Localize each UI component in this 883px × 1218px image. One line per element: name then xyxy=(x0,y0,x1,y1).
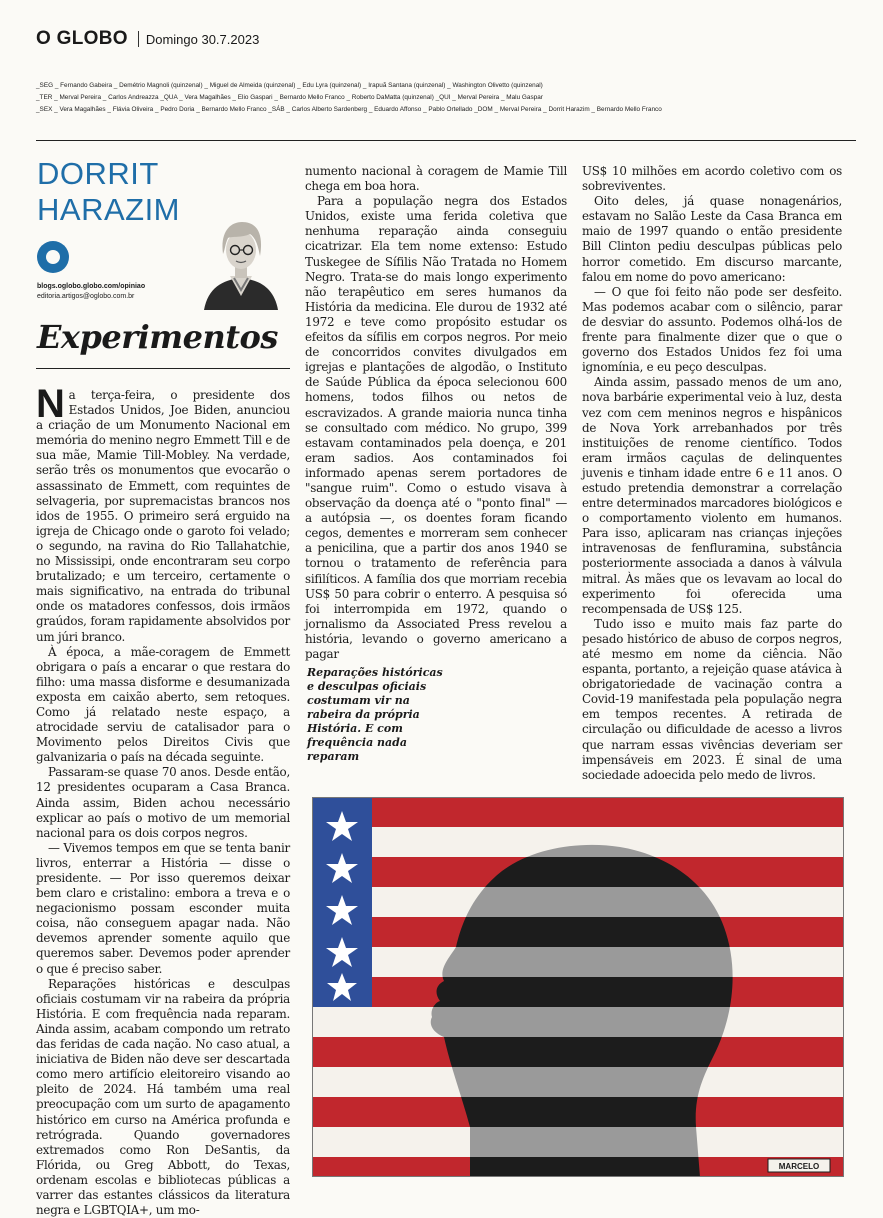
newspaper-logo: O GLOBO xyxy=(36,28,128,49)
headline-rule xyxy=(36,368,290,369)
author-first-name: DORRIT xyxy=(37,156,159,191)
globo-o-icon xyxy=(37,241,69,273)
paragraph: Para a população negra dos Estados Unidos, existe uma ferida coletiva que nenhuma reparação ainda conseguiu cicatrizar. Ela tem nome extenso: Estudo Tuskegee de Sífilis Não Tratada no Homem Negro. Trata-se do mais longo experimento não terapêutico em seres humanos da História da medicina. Ele durou de 1932 até 1972 e teve como propósito estudar os efeitos da sífilis em corpos negros. Por meio de concorridos convites divulgados em igrejas e plantações de algodão, o Instituto de Saúde Pública da época selecionou 600 homens, todos filhos ou netos de escravizados. A grande maioria nunca tinha se consultado com médico. No grupo, 399 estavam contaminados pela doença, e 201 eram sadios. Aos contaminados foi informado apenas serem portadores de "sangue ruim". Como o estudo visava à observação da doença até o "ponto final" — a autópsia —, os doentes foram ficando cegos, dementes e morreram sem conhecer a penicilina, que a partir dos anos 1940 se tornou o tratamento de referência para sifilíticos. A família dos que morriam recebia US$ 50 para cobrir o enterro. A pesquisa só foi interrompida em 1972, quando o jornalismo da Associated Press revelou a história, levando o governo americano a pagar xyxy=(305,194,567,661)
paragraph: À época, a mãe-coragem de Emmett obrigara o país a encarar o que restara do filho: uma massa disforme e desumanizada exposta em caixão aberto, sem retoques. Como já relatado neste espaço, a atrocidade serviu de catalisador para o Movimento pelos Direitos Civis que galvanizaria o país na década seguinte. xyxy=(36,644,290,765)
masthead xyxy=(36,28,259,50)
columnists-row: _SEG _ Fernando Gabeira _ Demétrio Magnoli (quinzenal) _ Miguel de Almeida (quinzenal) _ Edu Lyra (quinzenal) _ Irapuã Santana (quinzenal) _ Washington Olivetto (quinzenal) xyxy=(36,82,543,89)
paragraph-text: a terça-feira, o presidente dos Estados Unidos, Joe Biden, anunciou a criação de um Monumento Nacional em memória do menino negro Emmett Till e de sua mãe, Mamie Till-Mobley. Na verdade, serão três os monumentos que evocarão o assassinato de Emmett, com requintes de selvageria, por supremacistas brancos nos idos de 1955. O primeiro será erguido na igreja de Chicago onde o garoto foi velado; o segundo, na ravina do Rio Tallahatchie, no Mississipi, onde encontraram seu corpo brutalizado; e um terceiro, certamente o mais significativo, na entrada do tribunal onde os matadores confessos, dois irmãos graúdos, foram rapidamente absolvidos por um júri branco. xyxy=(36,388,290,644)
columnists-schedule xyxy=(36,80,856,116)
author-portrait xyxy=(196,216,286,310)
top-rule xyxy=(36,140,856,141)
pull-quote: Reparações históricas e desculpas oficiais costumam vir na rabeira da própria História. E com frequência nada reparam xyxy=(307,666,443,763)
paragraph: Ainda assim, passado menos de um ano, nova barbárie experimental veio à luz, desta vez com cem meninos negros e hispânicos de Nova York arrebanhados por três instituições de renome científico. Todos eram irmãos caçulas de delinquentes juvenis e tinham idade entre 6 e 11 anos. O estudo pretendia demonstrar a correlação entre determinados marcadores biológicos e o comportamento violento em humanos. Para isso, aplicaram nas crianças injeções intravenosas de fenfluramina, substância posteriormente associada a danos à válvula mitral. Às mães que os levavam ao local do experimento foi oferecida uma recompensada de US$ 125. xyxy=(582,375,842,616)
article-column-1 xyxy=(36,382,290,1218)
paragraph xyxy=(36,382,290,645)
article-headline: Experimentos xyxy=(37,318,278,356)
paragraph: US$ 10 milhões em acordo coletivo com os sobreviventes. xyxy=(582,164,842,194)
article-column-3 xyxy=(582,164,842,783)
paragraph: Tudo isso e muito mais faz parte do pesado histórico de abuso de corpos negros, até mesmo em nome da ciência. Não espanta, portanto, a rejeição quase atávica à obrigatoriedade de vacinação contra a Covid-19 manifestada pela população negra em tempos recentes. A retirada de circulação ou dificuldade de acesso a livros que narram essas vivências deveriam ser impensáveis em 2023. É sinal de uma sociedade adoecida pelo medo de livros. xyxy=(582,616,842,782)
paragraph: numento nacional à coragem de Mamie Till chega em boa hora. xyxy=(305,164,567,194)
paragraph: Passaram-se quase 70 anos. Desde então, 12 presidentes ocuparam a Casa Branca. Ainda assim, Biden achou necessário explicar ao país o motivo de um memorial nacional para os dois corpos negros. xyxy=(36,765,290,840)
article-column-2 xyxy=(305,164,567,662)
author-email[interactable]: editoria.artigos@oglobo.com.br xyxy=(37,293,135,300)
paragraph: — Vivemos tempos em que se tenta banir livros, enterrar a História — disse o presidente. — Por isso queremos deixar bem claro e cristalino: embora a treva e o negacionismo possam esconder muita coisa, não conseguem apagar nada. Não devemos aprender somente aquilo que queremos saber. Devemos poder aprender o que é preciso saber. xyxy=(36,840,290,976)
paragraph: Oito deles, já quase nonagenários, estavam no Salão Leste da Casa Branca em maio de 1997 quando o então presidente Bill Clinton pediu desculpas públicas pelo horror cometido. Em discurso marcante, falou em nome do povo americano: xyxy=(582,194,842,284)
drop-cap: N xyxy=(36,382,65,426)
author-name xyxy=(37,156,180,228)
columnists-row: _TER _ Merval Pereira _ Carlos Andreazza _QUA _ Vera Magalhães _ Elio Gaspari _ Bernardo Mello Franco _ Roberto DaMatta (quinzenal) _QUI _ Merval Pereira _ Malu Gaspar xyxy=(36,94,543,101)
flag-profile-illustration xyxy=(312,797,844,1177)
columnists-row: _SEX _ Vera Magalhães _ Flávia Oliveira _ Pedro Doria _ Bernardo Mello Franco _SÁB _ Carlos Alberto Sardenberg _ Eduardo Affonso _ Pablo Ortellado _DOM _ Merval Pereira _ Dorrit Harazim _ Bernardo Mello Franco xyxy=(36,106,662,113)
masthead-divider xyxy=(138,31,139,47)
author-last-name: HARAZIM xyxy=(37,192,180,227)
cartoonist-signature: MARCELO xyxy=(778,1162,820,1171)
paragraph: — O que foi feito não pode ser desfeito. Mas podemos acabar com o silêncio, parar de desviar do assunto. Podemos olhá-los de frente para finalmente dizer que o que o governo dos Estados Unidos fez foi uma ignomínia, e eu peço desculpas. xyxy=(582,284,842,375)
paragraph: Reparações históricas e desculpas oficiais costumam vir na rabeira da própria História. E com frequência nada reparam. Ainda assim, acabam compondo um retrato das feridas de cada nação. No caso atual, a iniciativa de Biden não deve ser descartada como mero artifício eleitoreiro visando ao pleito de 2024. Há também uma real preocupação com um surto de apagamento histórico em curso na América profunda e retrógrada. Quando governadores extremados como Ron DeSantis, da Flórida, ou Greg Abbott, do Texas, ordenam escolas e bibliotecas públicas a varrer das estantes clássicos da literatura negra e LGBTQIA+, um mo- xyxy=(36,976,290,1218)
author-contact xyxy=(37,282,145,302)
edition-date: Domingo 30.7.2023 xyxy=(145,31,260,47)
blog-url[interactable]: blogs.oglobo.globo.com/opiniao xyxy=(37,283,146,290)
